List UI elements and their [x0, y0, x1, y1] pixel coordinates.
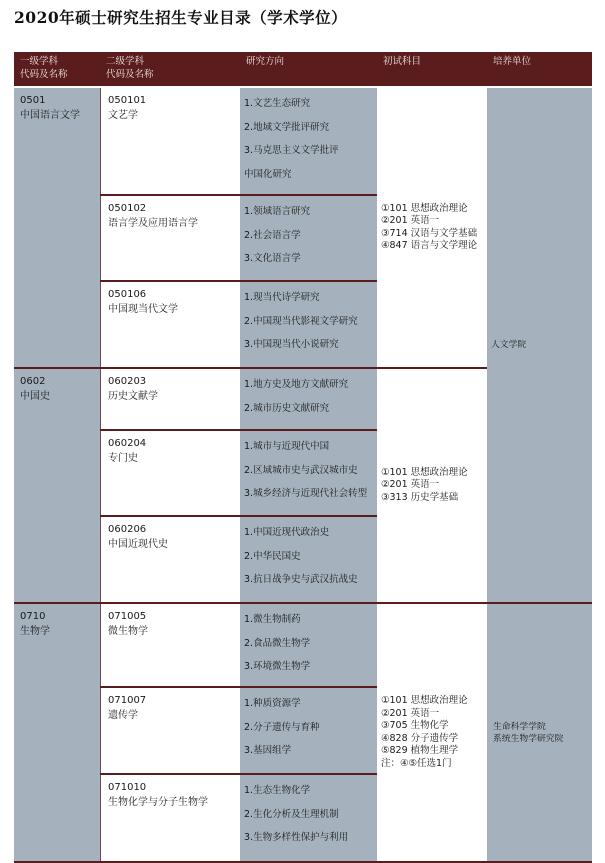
- research-direction: 3.文化语言学: [244, 253, 301, 264]
- group-name: 中国语言文学: [20, 110, 80, 121]
- header-col2: 二级学科 代码及名称: [106, 56, 154, 80]
- research-direction: 1.种质资源学: [244, 698, 301, 709]
- research-direction: 1.地方史及地方文献研究: [244, 379, 349, 390]
- research-direction: 2.社会语言学: [244, 229, 301, 241]
- major-name: 生物化学与分子生物学: [108, 797, 208, 808]
- major-name: 历史文献学: [108, 391, 158, 402]
- group-cell: [14, 88, 100, 367]
- exam-subject: ②201 英语一: [381, 479, 440, 491]
- research-direction: 2.中华民国史: [244, 550, 301, 562]
- exam-subject: ②201 英语一: [381, 215, 440, 226]
- major-name: 中国现当代文学: [108, 304, 178, 315]
- group-code: 0710: [20, 611, 46, 622]
- header-col3: 研究方向: [246, 56, 285, 67]
- research-direction: 1.文艺生态研究: [244, 98, 311, 109]
- research-direction: 3.马克思主义文学批评: [244, 145, 339, 156]
- research-direction: 2.生化分析及生理机制: [244, 808, 339, 820]
- major-name: 遗传学: [108, 710, 138, 721]
- training-unit: 生命科学学院: [493, 721, 546, 732]
- research-direction: 3.城乡经济与近现代社会转型: [244, 488, 368, 499]
- research-direction: 1.中国近现代政治史: [244, 527, 330, 538]
- header-col1: 一级学科 代码及名称: [20, 56, 68, 80]
- exam-subject: ⑤829 植物生理学: [381, 745, 459, 756]
- exam-subject: ④847 语言与文学理论: [381, 240, 478, 251]
- page-title: 2020年硕士研究生招生专业目录（学术学位）: [14, 8, 348, 27]
- research-direction: 2.分子遗传与育种: [244, 721, 320, 733]
- major-code: 060204: [108, 438, 147, 449]
- research-direction: 3.中国现当代小说研究: [244, 339, 339, 350]
- research-direction: 2.食品微生物学: [244, 637, 311, 649]
- major-name: 语言学及应用语言学: [108, 218, 198, 229]
- unit-divider: [487, 602, 592, 604]
- research-direction: 2.地域文学批评研究: [244, 121, 330, 133]
- research-direction: 2.区域城市史与武汉城市史: [244, 464, 358, 476]
- group-cell: [14, 604, 100, 861]
- major-code: 071010: [108, 782, 147, 793]
- training-unit: 系统生物学研究院: [493, 733, 564, 744]
- major-code: 050102: [108, 203, 147, 214]
- group-code: 0501: [20, 95, 46, 106]
- major-name: 微生物学: [108, 626, 148, 637]
- group-name: 生物学: [20, 626, 50, 637]
- research-direction: 3.抗日战争史与武汉抗战史: [244, 574, 358, 585]
- research-direction: 1.城市与近现代中国: [244, 441, 330, 452]
- major-code: 050101: [108, 95, 147, 106]
- exam-subject: 注：④⑤任选1门: [381, 757, 452, 769]
- group-name: 中国史: [20, 391, 50, 402]
- exam-subject: ①101 思想政治理论: [381, 695, 468, 706]
- research-direction: 3.环境微生物学: [244, 661, 311, 672]
- group-code: 0602: [20, 376, 46, 387]
- research-direction: 1.现当代诗学研究: [244, 292, 320, 303]
- major-code: 050106: [108, 289, 147, 300]
- major-name: 中国近现代史: [108, 539, 168, 550]
- exam-subject: ③705 生物化学: [381, 720, 449, 731]
- exam-subject: ④828 分子遗传学: [381, 732, 459, 744]
- major-code: 060206: [108, 524, 147, 535]
- header-col5: 培养单位: [493, 56, 532, 67]
- research-direction: 3.基因组学: [244, 745, 292, 756]
- research-direction: 1.微生物制药: [244, 614, 301, 625]
- exam-subject: ③714 汉语与文学基础: [381, 227, 478, 239]
- research-direction: 3.生物多样性保护与利用: [244, 832, 349, 843]
- major-code: 071005: [108, 611, 147, 622]
- exam-subject: ①101 思想政治理论: [381, 202, 468, 214]
- research-direction: 中国化研究: [244, 168, 292, 180]
- major-code: 060203: [108, 376, 147, 387]
- research-direction: 2.城市历史文献研究: [244, 402, 330, 414]
- exam-subject: ②201 英语一: [381, 707, 440, 719]
- research-direction: 2.中国现当代影视文学研究: [244, 315, 358, 327]
- training-unit: 人文学院: [491, 340, 527, 350]
- exam-subject: ③313 历史学基础: [381, 491, 459, 503]
- major-name: 专门史: [108, 453, 138, 464]
- major-code: 071007: [108, 695, 147, 706]
- exam-subject: ①101 思想政治理论: [381, 466, 468, 478]
- research-direction: 1.生态生物化学: [244, 785, 311, 796]
- research-direction: 1.领域语言研究: [244, 206, 311, 217]
- header-col4: 初试科目: [383, 56, 422, 67]
- major-name: 文艺学: [108, 110, 138, 121]
